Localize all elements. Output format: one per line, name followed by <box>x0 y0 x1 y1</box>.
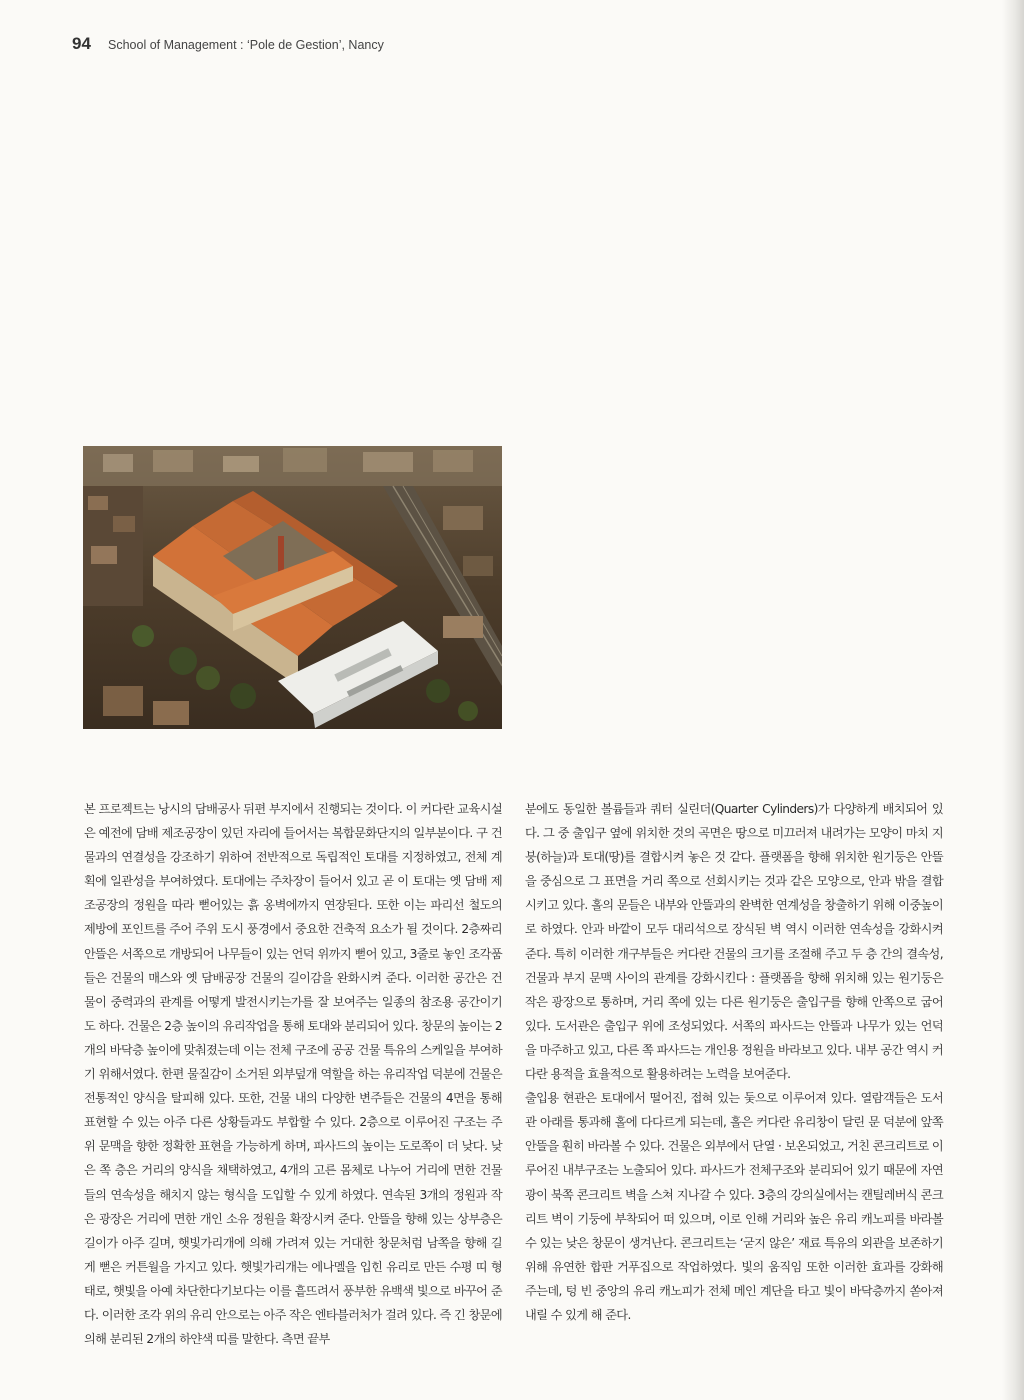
aerial-photo <box>83 446 502 729</box>
body-paragraph: 출입용 현관은 토대에서 떨어진, 접혀 있는 둦으로 이루어져 있다. 열람객들은 도서관 아래를 통과해 홀에 다다르게 되는데, 홀은 커다란 유리창이 달린 문 덕분에 앞쪽 안뜰을 훤히 바라볼 수 있다. 건물은 외부에서 단열 · 보온되었고, 거친 콘크리트로 이루어진 내부구조는 노출되어 있다. 파사드가 전체구조와 분리되어 있기 때문에 자연광이 북쪽 콘크리트 벽을 스쳐 지나갈 수 있다. 3층의 강의실에서는 캔틸레버식 콘크리트 벽이 기둥에 부착되어 떠 있으며, 이로 인해 거리와 높은 유리 캐노피를 바라볼 수 있는 낮은 창문이 생겨난다. 콘크리트는 ‘굳지 않은’ 재료 특유의 외관을 보존하기 위해 유연한 합판 거푸집으로 작업하였다. 빛의 움직임 또한 이러한 효과를 강화해 주는데, 텅 빈 중앙의 유리 캐노피가 전체 메인 계단을 타고 빛이 바닥층까지 쏟아져 내릴 수 있게 해 준다. <box>525 1091 943 1322</box>
page-number: 94 <box>72 34 91 53</box>
page-edge-shadow <box>1002 0 1024 1400</box>
running-title: School of Management : ‘Pole de Gestion’, Nancy <box>108 38 384 52</box>
running-header <box>72 34 384 54</box>
body-paragraph: 분에도 동일한 볼륨들과 쿼터 실린더(Quarter Cylinders)가 다양하게 배치되어 있다. 그 중 출입구 옆에 위치한 것의 곡면은 땅으로 미끄러져 내려가는 모양이 마치 지붕(하늘)과 토대(땅)를 결합시켜 놓은 것 같다. 플랫폼을 향해 위치한 원기둥은 안뜰을 중심으로 그 표면을 거리 쪽으로 선회시키는 것과 같은 모양으로, 안과 밖을 결합시키고 있다. 홀의 문들은 내부와 안뜰과의 완벽한 연계성을 창출하기 위해 이중높이로 하였다. 안과 바깥이 모두 대리석으로 장식된 벽 역시 이러한 연속성을 강화시켜 준다. 특히 이러한 개구부들은 커다란 건물의 크기를 조절해 주고 두 층 간의 결속성, 건물과 부지 문맥 사이의 관계를 강화시킨다 : 플랫폼을 향해 위치해 있는 원기둥은 작은 광장으로 통하며, 거리 쪽에 있는 다른 원기둥은 출입구를 향해 안쪽으로 굽어 있다. 도서관은 출입구 위에 조성되었다. 서쪽의 파사드는 안뜰과 나무가 있는 언덕을 마주하고 있고, 다른 쪽 파사드는 개인용 정원을 바라보고 있다. 내부 공간 역시 커다란 용적을 효율적으로 활용하려는 노력을 보여준다. <box>525 802 943 1082</box>
aerial-photo-image <box>83 446 502 729</box>
text-column-right <box>525 797 943 1327</box>
text-column-left <box>84 797 502 1351</box>
body-paragraph: 본 프로젝트는 낭시의 담배공사 뒤편 부지에서 진행되는 것이다. 이 커다란 교육시설은 예전에 담배 제조공장이 있던 자리에 들어서는 복합문화단지의 일부분이다. 구 건물과의 연결성을 강조하기 위하여 전반적으로 독립적인 토대를 지정하였고, 전체 계획에 일관성을 부여하였다. 토대에는 주차장이 들어서 있고 곧 이 토대는 옛 담배 제조공장의 정원을 따라 뻗어있는 흙 옹벽에까지 연장된다. 또한 이는 파리선 철도의 제방에 포인트를 주어 주위 도시 풍경에서 중요한 건축적 요소가 될 것이다. 2층짜리 안뜰은 서쪽으로 개방되어 나무들이 있는 언덕 위까지 뻗어 있고, 3줄로 놓인 조각품들은 건물의 매스와 옛 담배공장 건물의 길이감을 완화시켜 준다. 이러한 공간은 건물이 중력과의 관계를 어떻게 발전시키는가를 잘 보여주는 일종의 참조용 공간이기도 하다. 건물은 2층 높이의 유리작업을 통해 토대와 분리되어 있다. 창문의 높이는 2개의 바닥층 높이에 맞춰졌는데 이는 전체 구조에 공공 건물 특유의 스케일을 부여하기 위해서였다. 한편 물질감이 소거된 외부덮개 역할을 하는 유리작업 덕분에 건물은 전통적인 양식을 탈피해 있다. 또한, 건물 내의 다양한 변주들은 건물의 4면을 통해 표현할 수 있는 아주 다른 상황들과도 부합할 수 있다. 2층으로 이루어진 구조는 주위 문맥을 향한 정확한 표현을 가능하게 하며, 파사드의 높이는 도로쪽이 더 낮다. 낮은 쪽 층은 거리의 양식을 채택하였고, 4개의 고른 몸체로 나누어 거리에 면한 건물들의 연속성을 해치지 않는 형식을 도입할 수 있게 하였다. 연속된 3개의 정원과 작은 광장은 거리에 면한 개인 소유 정원을 확장시켜 준다. 안뜰을 향해 있는 상부층은 길이가 아주 길며, 햇빛가리개에 의해 가려져 있는 거대한 창문처럼 남쪽을 향해 길게 뻗은 커튼월을 가지고 있다. 햇빛가리개는 에나멜을 입힌 유리로 만든 수평 띠 형태로, 햇빛을 아예 차단한다기보다는 이를 흩뜨려서 풍부한 유백색 빛으로 바꾸어 준다. 이러한 조각 위의 유리 안으로는 아주 작은 엔타블러처가 걸려 있다. 즉 긴 창문에 의해 분리된 2개의 하얀색 띠를 말한다. 측면 끝부 <box>84 802 502 1347</box>
